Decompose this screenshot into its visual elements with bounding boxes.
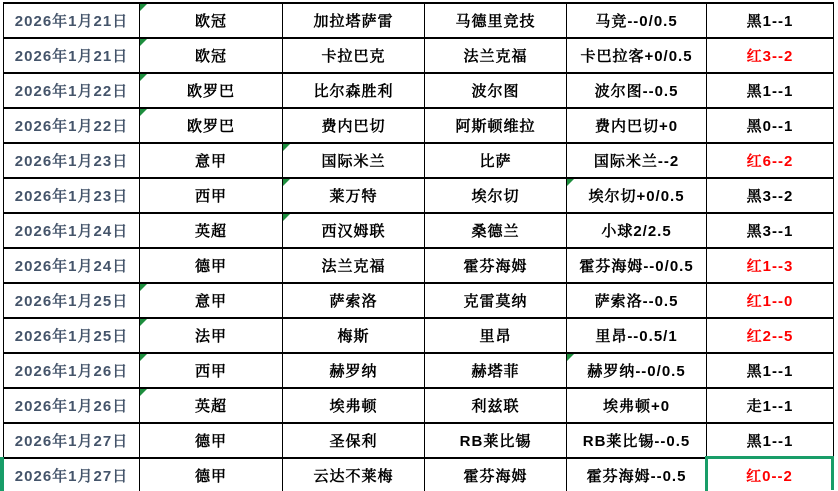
away-text: 克雷莫纳 <box>463 293 528 310</box>
cell-result[interactable] <box>707 74 833 107</box>
handicap-text: 卡巴拉客+0/0.5 <box>580 48 693 65</box>
league-text: 意甲 <box>194 153 227 170</box>
cell-date[interactable] <box>4 74 140 107</box>
cell-date[interactable] <box>4 249 140 282</box>
comment-indicator-icon <box>140 319 147 326</box>
date-text: 2026年1月24日 <box>14 258 129 275</box>
away-text: 阿斯顿维拉 <box>455 118 536 135</box>
result-text: 黑1--1 <box>746 433 794 450</box>
cell-away-team[interactable] <box>425 389 567 422</box>
handicap-text: 赫罗纳--0/0.5 <box>587 363 686 380</box>
date-text: 2026年1月26日 <box>14 398 129 415</box>
cell-result[interactable] <box>707 214 833 247</box>
table-row <box>4 144 833 179</box>
cell-handicap[interactable] <box>567 249 707 282</box>
cell-handicap[interactable] <box>567 284 707 317</box>
league-text: 西甲 <box>194 363 227 380</box>
away-text: 法兰克福 <box>463 48 528 65</box>
table-row <box>4 74 833 109</box>
home-text: 法兰克福 <box>321 258 386 275</box>
cell-date[interactable] <box>4 319 140 352</box>
date-text: 2026年1月27日 <box>14 468 129 485</box>
league-text: 英超 <box>194 223 227 240</box>
cell-result[interactable] <box>707 179 833 212</box>
date-text: 2026年1月26日 <box>14 363 129 380</box>
cell-away-team[interactable] <box>425 144 567 177</box>
result-text: 黑1--1 <box>746 13 794 30</box>
league-text: 德甲 <box>194 258 227 275</box>
comment-indicator-icon <box>283 144 290 151</box>
away-text: 比萨 <box>479 153 512 170</box>
cell-handicap[interactable] <box>567 144 707 177</box>
cell-league[interactable] <box>140 249 283 282</box>
home-text: 圣保利 <box>329 433 378 450</box>
league-text: 德甲 <box>194 433 227 450</box>
handicap-text: 里昂--0.5/1 <box>595 328 678 345</box>
table-row <box>4 249 833 284</box>
cell-date[interactable] <box>4 354 140 387</box>
away-text: 利兹联 <box>471 398 520 415</box>
cell-date[interactable] <box>4 39 140 72</box>
home-text: 云达不莱梅 <box>313 468 394 485</box>
cell-league[interactable] <box>140 284 283 317</box>
cell-home-team[interactable] <box>283 249 425 282</box>
result-text: 红0--2 <box>746 468 793 485</box>
result-text: 走1--1 <box>746 398 794 415</box>
cell-handicap[interactable] <box>567 109 707 142</box>
cell-home-team[interactable] <box>283 39 425 72</box>
comment-indicator-icon <box>140 284 147 291</box>
comment-indicator-icon <box>140 39 147 46</box>
cell-result[interactable] <box>707 424 833 457</box>
cell-away-team[interactable] <box>425 319 567 352</box>
cell-handicap[interactable] <box>567 424 707 457</box>
comment-indicator-icon <box>140 389 147 396</box>
cell-home-team[interactable] <box>283 4 425 37</box>
home-text: 国际米兰 <box>321 153 386 170</box>
home-text: 萨索洛 <box>329 293 378 310</box>
result-text: 黑3--2 <box>746 188 794 205</box>
cell-date[interactable] <box>4 144 140 177</box>
handicap-text: 埃尔切+0/0.5 <box>588 188 685 205</box>
cell-league[interactable] <box>140 109 283 142</box>
comment-indicator-icon <box>283 214 290 221</box>
handicap-text: 波尔图--0.5 <box>594 83 679 100</box>
cell-result[interactable] <box>707 109 833 142</box>
away-text: 里昂 <box>479 328 512 345</box>
handicap-text: 国际米兰--2 <box>593 153 680 170</box>
cell-handicap[interactable] <box>567 319 707 352</box>
cell-league[interactable] <box>140 214 283 247</box>
home-text: 加拉塔萨雷 <box>313 13 394 30</box>
date-text: 2026年1月22日 <box>14 118 129 135</box>
comment-indicator-icon <box>567 179 574 186</box>
match-table-body <box>4 4 833 491</box>
cell-away-team[interactable] <box>425 74 567 107</box>
table-row <box>4 39 833 74</box>
result-text: 黑1--1 <box>746 363 794 380</box>
league-text: 欧罗巴 <box>186 118 235 135</box>
home-text: 莱万特 <box>329 188 378 205</box>
away-text: 霍芬海姆 <box>463 258 528 275</box>
handicap-text: 埃弗顿+0 <box>602 398 671 415</box>
cell-away-team[interactable] <box>425 354 567 387</box>
handicap-text: RB莱比锡--0.5 <box>582 433 691 450</box>
cell-league[interactable] <box>140 39 283 72</box>
handicap-text: 费内巴切+0 <box>594 118 679 135</box>
cell-away-team[interactable] <box>425 284 567 317</box>
date-text: 2026年1月25日 <box>14 293 129 310</box>
date-text: 2026年1月22日 <box>14 83 129 100</box>
cell-result[interactable] <box>707 354 833 387</box>
cell-league[interactable] <box>140 459 283 491</box>
date-text: 2026年1月21日 <box>14 13 129 30</box>
table-row <box>4 4 833 39</box>
cell-date[interactable] <box>4 179 140 212</box>
table-row <box>4 179 833 214</box>
date-text: 2026年1月23日 <box>14 153 129 170</box>
cell-result[interactable] <box>707 144 833 177</box>
cell-date[interactable] <box>4 214 140 247</box>
away-text: RB莱比锡 <box>459 433 532 450</box>
cell-away-team[interactable] <box>425 39 567 72</box>
away-text: 波尔图 <box>471 83 520 100</box>
cell-league[interactable] <box>140 144 283 177</box>
cell-home-team[interactable] <box>283 74 425 107</box>
home-text: 比尔森胜利 <box>313 83 394 100</box>
table-row <box>4 284 833 319</box>
comment-indicator-icon <box>283 179 290 186</box>
cell-away-team[interactable] <box>425 109 567 142</box>
cell-home-team[interactable] <box>283 424 425 457</box>
home-text: 费内巴切 <box>321 118 386 135</box>
date-text: 2026年1月23日 <box>14 188 129 205</box>
cell-date[interactable] <box>4 389 140 422</box>
table-row <box>4 459 833 491</box>
cell-home-team[interactable] <box>283 284 425 317</box>
away-text: 马德里竞技 <box>455 13 536 30</box>
cell-date[interactable] <box>4 459 140 491</box>
result-text: 黑3--1 <box>746 223 794 240</box>
league-text: 德甲 <box>194 468 227 485</box>
result-text: 红2--5 <box>746 328 794 345</box>
league-text: 法甲 <box>194 328 227 345</box>
table-row <box>4 389 833 424</box>
handicap-text: 霍芬海姆--0/0.5 <box>579 258 694 275</box>
cell-handicap[interactable] <box>567 214 707 247</box>
date-text: 2026年1月25日 <box>14 328 129 345</box>
home-text: 赫罗纳 <box>329 363 378 380</box>
cell-handicap[interactable] <box>567 39 707 72</box>
cell-home-team[interactable] <box>283 144 425 177</box>
away-text: 埃尔切 <box>471 188 520 205</box>
cell-result[interactable] <box>707 4 833 37</box>
cell-date[interactable] <box>4 4 140 37</box>
cell-result[interactable] <box>707 319 833 352</box>
handicap-text: 萨索洛--0.5 <box>594 293 679 310</box>
league-text: 西甲 <box>194 188 227 205</box>
date-text: 2026年1月21日 <box>14 48 129 65</box>
cell-league[interactable] <box>140 179 283 212</box>
result-text: 红3--2 <box>746 48 794 65</box>
cell-home-team[interactable] <box>283 319 425 352</box>
cell-result[interactable] <box>707 249 833 282</box>
cell-away-team[interactable] <box>425 4 567 37</box>
cell-away-team[interactable] <box>425 179 567 212</box>
result-text: 黑0--1 <box>746 118 794 135</box>
cell-date[interactable] <box>4 109 140 142</box>
cell-home-team[interactable] <box>283 214 425 247</box>
cell-league[interactable] <box>140 319 283 352</box>
table-row <box>4 319 833 354</box>
result-text: 黑1--1 <box>746 83 794 100</box>
cell-league[interactable] <box>140 74 283 107</box>
cell-away-team[interactable] <box>425 424 567 457</box>
match-record-table <box>3 2 834 491</box>
league-text: 欧冠 <box>194 13 227 30</box>
cell-handicap[interactable] <box>567 74 707 107</box>
cell-league[interactable] <box>140 424 283 457</box>
cell-result[interactable] <box>707 284 833 317</box>
cell-away-team[interactable] <box>425 249 567 282</box>
cell-away-team[interactable] <box>425 459 567 491</box>
handicap-text: 马竞--0/0.5 <box>595 13 678 30</box>
handicap-text: 霍芬海姆--0.5 <box>586 468 687 485</box>
cell-date[interactable] <box>4 284 140 317</box>
comment-indicator-icon <box>140 354 147 361</box>
home-text: 西汉姆联 <box>321 223 386 240</box>
table-row <box>4 354 833 389</box>
handicap-text: 小球2/2.5 <box>601 223 672 240</box>
comment-indicator-icon <box>140 109 147 116</box>
cell-handicap[interactable] <box>567 459 707 491</box>
cell-handicap[interactable] <box>567 4 707 37</box>
result-text: 红6--2 <box>746 153 794 170</box>
cell-home-team[interactable] <box>283 109 425 142</box>
comment-indicator-icon <box>140 74 147 81</box>
result-text: 红1--3 <box>746 258 794 275</box>
date-text: 2026年1月24日 <box>14 223 129 240</box>
cell-handicap[interactable] <box>567 354 707 387</box>
cell-home-team[interactable] <box>283 389 425 422</box>
cell-league[interactable] <box>140 4 283 37</box>
cell-league[interactable] <box>140 354 283 387</box>
cell-handicap[interactable] <box>567 389 707 422</box>
selected-row-header-strip <box>0 457 4 491</box>
away-text: 桑德兰 <box>471 223 520 240</box>
home-text: 埃弗顿 <box>329 398 378 415</box>
league-text: 欧冠 <box>194 48 227 65</box>
home-text: 梅斯 <box>337 328 370 345</box>
cell-away-team[interactable] <box>425 214 567 247</box>
cell-handicap[interactable] <box>567 179 707 212</box>
comment-indicator-icon <box>140 4 147 11</box>
table-row <box>4 214 833 249</box>
league-text: 英超 <box>194 398 227 415</box>
away-text: 霍芬海姆 <box>463 468 528 485</box>
cell-home-team[interactable] <box>283 354 425 387</box>
date-text: 2026年1月27日 <box>14 433 129 450</box>
cell-result[interactable] <box>707 39 833 72</box>
cell-home-team[interactable] <box>283 179 425 212</box>
away-text: 赫塔菲 <box>471 363 520 380</box>
table-row <box>4 424 833 459</box>
cell-date[interactable] <box>4 424 140 457</box>
league-text: 欧罗巴 <box>186 83 235 100</box>
cell-league[interactable] <box>140 389 283 422</box>
league-text: 意甲 <box>194 293 227 310</box>
cell-result[interactable] <box>707 389 833 422</box>
cell-result[interactable] <box>707 459 833 491</box>
table-row <box>4 109 833 144</box>
result-text: 红1--0 <box>746 293 794 310</box>
home-text: 卡拉巴克 <box>321 48 386 65</box>
cell-home-team[interactable] <box>283 459 425 491</box>
comment-indicator-icon <box>567 354 574 361</box>
